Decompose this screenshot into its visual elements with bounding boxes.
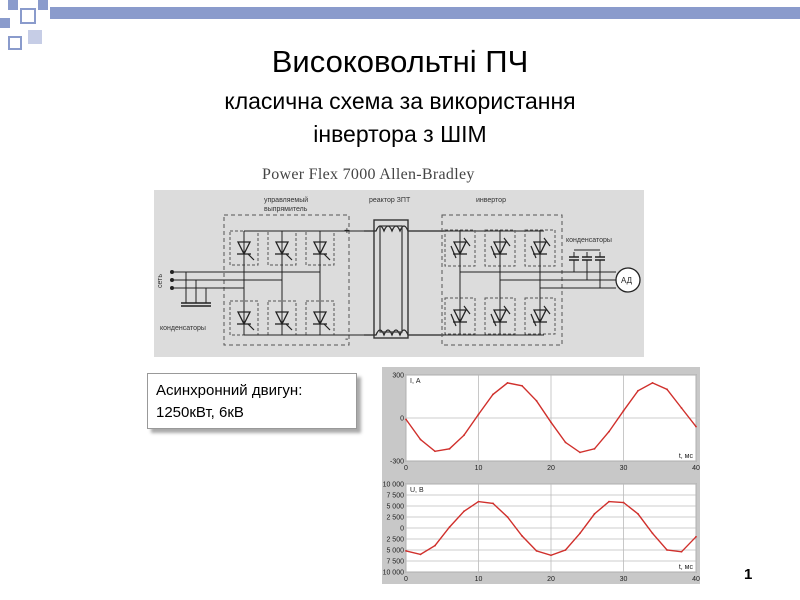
chart-1-data-point [420,554,422,556]
chart-1-data-point [608,501,610,503]
chart-0-data-point [463,434,465,436]
decor-square-4 [0,18,10,28]
chart-1-data-point [434,545,436,547]
chart-0-y-axis-label: I, А [410,378,421,385]
chart-0-data-point [420,439,422,441]
label-inverter: инвертор [476,197,506,204]
chart-0-x-tick-label: 40 [692,465,700,472]
label-minus: - [345,334,349,345]
chart-0-data-point [536,400,538,402]
chart-1-data-point [405,550,407,552]
chart-1-x-tick-label: 20 [547,576,555,583]
waveform-charts [382,367,700,584]
chart-1-x-tick-label: 30 [619,576,628,583]
chart-1-data-point [492,502,494,504]
chart-1-data-point [579,532,581,534]
chart-0-data-point [565,441,567,443]
header-bar [50,7,800,19]
chart-0-data-point [507,382,509,384]
chart-1-data-point [463,510,465,512]
label-rectifier-2: выпрямитель [264,206,308,213]
decor-square-1 [8,0,18,10]
slide-title: Високовольтні ПЧ [271,44,529,79]
chart-1-data-point [521,535,523,537]
chart-0-x-tick-label: 30 [619,465,628,472]
chart-0-data-point [623,410,625,412]
chart-1-data-point [637,513,639,515]
chart-1-data-point [449,526,451,528]
chart-1-y-tick-label: 10 000 [382,569,404,577]
slide-subtitle-line-2: інвертора з ШІМ [313,121,487,147]
chart-0-data-point [405,419,407,421]
chart-0-data-point [666,388,668,390]
chart-1-data-point [623,502,625,504]
chart-1-y-tick-label: 7 500 [386,558,404,566]
chart-1-data-point [652,532,654,534]
chart-1-y-tick-label: 0 [400,525,404,533]
motor-info-line-1: Асинхронний двигун: [156,382,303,399]
chart-1-data-point [565,549,567,551]
chart-0-y-tick-label: 0 [400,415,404,423]
chart-0-x-axis-label: t, мс [678,453,693,460]
label-reactor: реактор ЗПТ [369,197,411,204]
chart-1-y-tick-label: 5 000 [386,547,404,555]
label-rectifier-1: управляемый [264,197,309,204]
chart-0-y-tick-label: 300 [392,372,404,380]
chart-0-y-tick-label: -300 [389,458,404,466]
chart-0-data-point [550,421,552,423]
chart-0-data-point [579,452,581,454]
chart-0-data-point [695,426,697,428]
chart-0-data-point [681,407,683,409]
chart-1-data-point [536,550,538,552]
chart-0-data-point [434,450,436,452]
chart-1-y-tick-label: 5 000 [386,503,404,511]
motor-info-line-2: 1250кВт, 6кВ [156,404,244,421]
motor-info-box [147,373,357,429]
svg-text:конденсаторы: конденсаторы [566,237,612,244]
page-number: 1 [744,566,753,583]
chart-1-y-tick-label: 2 500 [386,514,404,522]
chart-0-data-point [449,448,451,450]
chart-1-y-tick-label: 2 500 [386,536,404,544]
schematic-caption: Power Flex 7000 Allen-Bradley [262,166,475,183]
chart-0-data-point [652,382,654,384]
chart-1-data-point [594,513,596,515]
chart-0-x-tick-label: 20 [547,465,555,472]
label-plus: + [344,226,350,237]
chart-1-y-tick-label: 10 000 [382,481,404,489]
chart-0-data-point [637,390,639,392]
decor-square-3 [38,0,48,10]
chart-0-data-point [594,448,596,450]
chart-1-x-tick-label: 40 [692,576,700,583]
chart-1-x-tick-label: 0 [404,576,408,583]
chart-1-data-point [666,549,668,551]
chart-0-data-point [492,393,494,395]
chart-1-y-axis-label: U, В [410,487,424,494]
chart-1-data-point [695,536,697,538]
chart-1-data-point [507,516,509,518]
power-converter-schematic [154,190,644,357]
chart-0-data-point [521,385,523,387]
chart-0-x-tick-label: 0 [404,465,408,472]
label-grid: сеть [157,273,164,288]
chart-1-data-point [681,551,683,553]
label-motor: АД [621,276,633,285]
label-capacitors-left: конденсаторы [160,325,206,332]
slide-subtitle-line-1: класична схема за використання [224,88,576,114]
chart-1-data-point [478,501,480,503]
chart-1-data-point [550,554,552,556]
decor-square-2 [20,8,36,24]
decor-square-6 [28,30,42,44]
chart-0-data-point [478,414,480,416]
chart-1-x-axis-label: t, мс [678,564,693,571]
chart-1-x-tick-label: 10 [474,576,483,583]
chart-0-data-point [608,431,610,433]
chart-1-y-tick-label: 7 500 [386,492,404,500]
chart-0-x-tick-label: 10 [474,465,483,472]
